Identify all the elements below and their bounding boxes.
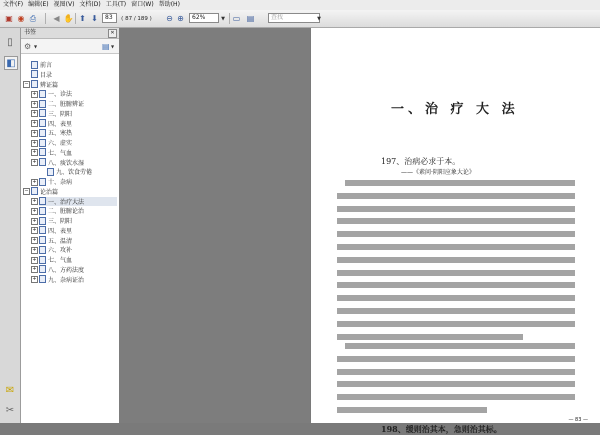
bookmark-label: 论治篇 bbox=[40, 188, 59, 196]
item-heading: 198、缓则治其本，急则治其标。 bbox=[381, 424, 502, 434]
bookmark-label: 六、虚实 bbox=[48, 140, 73, 147]
bookmarks-icon[interactable]: ◧ bbox=[4, 56, 18, 70]
bookmark-label: 七、气血 bbox=[48, 149, 73, 157]
expand-icon[interactable]: + bbox=[32, 207, 37, 214]
panel-header bbox=[21, 28, 119, 39]
text-line bbox=[337, 231, 575, 237]
bookmark-label: 一、诊法 bbox=[48, 91, 73, 99]
pdf-create-icon[interactable]: ◉ bbox=[17, 14, 25, 23]
text-line bbox=[337, 308, 575, 314]
text-line bbox=[337, 206, 575, 212]
expand-icon[interactable]: + bbox=[32, 149, 37, 156]
back-icon[interactable]: ◀ bbox=[53, 14, 60, 23]
bookmark-item[interactable] bbox=[39, 275, 117, 284]
page-number-input[interactable]: 83 bbox=[102, 13, 117, 23]
text-line bbox=[337, 282, 575, 288]
bookmark-label: 一、治疗大法 bbox=[48, 198, 85, 206]
bookmark-icon bbox=[39, 265, 46, 273]
bookmark-label: 四、表里 bbox=[48, 120, 73, 128]
print-icon[interactable]: ⎙ bbox=[29, 13, 37, 23]
text-line bbox=[337, 369, 575, 375]
menu-document[interactable]: 文档(D) bbox=[79, 1, 101, 8]
chapter-title: 一、治 疗 大 法 bbox=[391, 102, 519, 117]
bookmark-item[interactable] bbox=[31, 187, 117, 196]
expand-icon[interactable]: + bbox=[32, 178, 37, 185]
bookmark-icon bbox=[39, 158, 46, 166]
menu-tools[interactable]: 工具(T) bbox=[105, 1, 127, 8]
bookmark-label: 四、表里 bbox=[48, 227, 73, 235]
bookmark-label: 三、阴阳 bbox=[48, 110, 73, 118]
bookmark-icon bbox=[39, 256, 46, 264]
bookmark-item[interactable] bbox=[39, 236, 117, 245]
bookmark-icon bbox=[39, 246, 46, 254]
text-line bbox=[337, 295, 575, 301]
bookmark-label: 目录 bbox=[40, 71, 53, 79]
pages-icon[interactable]: ▯ bbox=[7, 36, 13, 48]
bookmarks-panel bbox=[21, 28, 120, 423]
bookmark-label: 前言 bbox=[40, 62, 53, 69]
bookmark-label: 七、气血 bbox=[48, 257, 73, 264]
expand-icon[interactable]: + bbox=[32, 256, 37, 263]
collapse-icon[interactable]: − bbox=[24, 81, 29, 87]
new-bookmark-icon[interactable]: ▤ bbox=[102, 42, 110, 51]
expand-icon[interactable]: + bbox=[32, 120, 37, 126]
expand-icon[interactable]: + bbox=[32, 159, 37, 165]
bookmark-label: 六、攻补 bbox=[48, 247, 73, 255]
comments-icon[interactable]: ✉ bbox=[5, 384, 15, 396]
expand-icon[interactable]: + bbox=[32, 237, 37, 243]
search-input[interactable]: 查找 bbox=[268, 13, 320, 23]
attachments-icon[interactable]: ✂ bbox=[5, 404, 15, 416]
document-background bbox=[119, 28, 310, 423]
item-heading: 197、治病必求于本。 bbox=[381, 157, 461, 166]
bookmark-icon bbox=[39, 139, 46, 147]
bookmark-label: 辨证篇 bbox=[40, 81, 59, 89]
menu-file[interactable]: 文件(F) bbox=[3, 1, 24, 8]
chevron-down-icon[interactable]: ▼ bbox=[317, 15, 321, 22]
bookmark-item[interactable] bbox=[39, 226, 117, 235]
page-count: ( 87 / 189 ) bbox=[121, 15, 152, 22]
text-line bbox=[337, 334, 523, 340]
bookmark-label: 十、杂病 bbox=[48, 179, 73, 186]
bookmark-icon bbox=[39, 178, 46, 186]
open-folder-icon[interactable]: ▣ bbox=[5, 14, 13, 23]
text-line bbox=[337, 381, 575, 387]
text-line bbox=[345, 180, 575, 186]
expand-icon[interactable]: + bbox=[32, 110, 37, 117]
item-source: ——《素问·阴阳应象大论》 bbox=[401, 169, 475, 176]
expand-icon[interactable]: + bbox=[32, 90, 37, 97]
bookmark-icon bbox=[39, 236, 46, 244]
bookmark-icon bbox=[39, 90, 46, 98]
fit-width-icon[interactable]: ▤ bbox=[246, 14, 255, 23]
text-line bbox=[345, 343, 575, 349]
bookmark-icon bbox=[39, 275, 46, 283]
bookmark-icon bbox=[31, 70, 38, 78]
expand-icon[interactable]: + bbox=[32, 227, 37, 234]
navigation-pane-strip bbox=[0, 28, 21, 423]
bookmark-item[interactable] bbox=[39, 265, 117, 274]
menu-view[interactable]: 视图(V) bbox=[53, 1, 75, 8]
bookmark-item[interactable] bbox=[31, 60, 117, 69]
collapse-icon[interactable]: − bbox=[24, 188, 29, 195]
bookmark-item[interactable] bbox=[39, 216, 117, 225]
expand-icon[interactable]: + bbox=[32, 266, 37, 273]
menu-help[interactable]: 帮助(H) bbox=[158, 1, 180, 8]
expand-icon[interactable]: + bbox=[32, 276, 37, 282]
bookmark-item[interactable] bbox=[39, 177, 117, 186]
bookmark-label: 五、温清 bbox=[48, 237, 73, 245]
panel-toolbar bbox=[21, 39, 119, 54]
bookmark-icon bbox=[39, 207, 46, 215]
expand-icon[interactable]: + bbox=[32, 100, 37, 107]
separator bbox=[229, 13, 230, 24]
text-line bbox=[337, 193, 575, 199]
bookmark-icon bbox=[39, 197, 46, 205]
bookmark-item[interactable] bbox=[39, 245, 117, 254]
bookmark-item[interactable] bbox=[39, 197, 117, 206]
bookmark-icon bbox=[39, 217, 46, 225]
previous-page-icon[interactable]: ⬆ bbox=[79, 14, 86, 23]
panel-title: 书签 bbox=[24, 29, 37, 36]
bookmark-icon bbox=[47, 168, 54, 176]
expand-icon[interactable]: + bbox=[32, 198, 37, 204]
separator bbox=[45, 13, 46, 24]
page-number: — 83 — bbox=[568, 417, 588, 423]
bookmark-icon bbox=[39, 129, 46, 137]
separator bbox=[75, 13, 76, 24]
bookmark-item[interactable] bbox=[39, 128, 117, 137]
chevron-down-icon[interactable]: ▼ bbox=[221, 15, 225, 22]
toolbar bbox=[0, 10, 600, 28]
bookmark-item[interactable] bbox=[39, 255, 117, 264]
hand-tool-icon[interactable]: ✋ bbox=[63, 14, 74, 23]
text-line bbox=[337, 394, 575, 400]
zoom-level-select[interactable]: 62% bbox=[189, 13, 219, 23]
options-icon[interactable]: ⚙ bbox=[24, 42, 32, 51]
bookmark-item[interactable] bbox=[39, 109, 117, 118]
chevron-down-icon[interactable]: ▼ bbox=[34, 44, 38, 49]
zoom-out-icon[interactable]: ⊖ bbox=[166, 14, 173, 23]
bookmark-item[interactable] bbox=[39, 119, 117, 128]
bookmark-item[interactable] bbox=[39, 148, 117, 157]
expand-icon[interactable]: + bbox=[32, 217, 37, 224]
bookmark-item[interactable] bbox=[39, 138, 117, 147]
bookmark-label: 二、脏腑辨证 bbox=[48, 101, 85, 108]
bookmark-label: 五、寒热 bbox=[48, 130, 73, 138]
bookmark-item[interactable] bbox=[39, 158, 117, 167]
zoom-in-icon[interactable]: ⊕ bbox=[177, 14, 184, 23]
document-page bbox=[311, 28, 600, 434]
bookmark-icon bbox=[31, 61, 38, 69]
bookmark-item[interactable] bbox=[39, 89, 117, 98]
bookmark-icon bbox=[39, 226, 46, 234]
text-line bbox=[337, 321, 575, 327]
text-line bbox=[337, 244, 575, 250]
menu-window[interactable]: 窗口(W) bbox=[131, 1, 154, 8]
bookmark-icon bbox=[39, 109, 46, 117]
bookmark-label: 九、饮食劳倦 bbox=[56, 169, 93, 177]
bookmark-label: 九、杂病证治 bbox=[48, 276, 85, 284]
menu-edit[interactable]: 编辑(E) bbox=[28, 1, 49, 8]
bookmark-icon bbox=[39, 100, 46, 108]
text-line bbox=[337, 407, 487, 413]
next-page-icon[interactable]: ⬇ bbox=[91, 14, 98, 23]
expand-icon[interactable]: + bbox=[32, 139, 37, 146]
bookmark-item[interactable] bbox=[31, 70, 117, 79]
bookmark-icon bbox=[39, 119, 46, 127]
expand-icon[interactable]: + bbox=[32, 246, 37, 253]
bookmark-icon bbox=[39, 148, 46, 156]
fit-page-icon[interactable]: ▭ bbox=[232, 14, 241, 23]
bookmark-item[interactable] bbox=[39, 206, 117, 215]
bookmark-label: 二、脏腑论治 bbox=[48, 208, 85, 216]
bookmark-item[interactable] bbox=[47, 167, 117, 176]
close-icon[interactable]: ✕ bbox=[108, 29, 117, 38]
bookmark-label: 三、阴阳 bbox=[48, 218, 73, 225]
text-line bbox=[337, 356, 575, 362]
chevron-down-icon[interactable]: ▼ bbox=[111, 44, 115, 49]
text-line bbox=[337, 218, 575, 224]
text-line bbox=[337, 257, 575, 263]
bookmark-item[interactable] bbox=[31, 80, 117, 89]
bookmark-label: 八、痰饮水湿 bbox=[48, 159, 85, 167]
bookmark-label: 八、方药法度 bbox=[48, 266, 85, 274]
text-line bbox=[337, 270, 575, 276]
bookmark-icon bbox=[31, 187, 38, 195]
bookmark-item[interactable] bbox=[39, 99, 117, 108]
bookmark-icon bbox=[31, 80, 38, 88]
expand-icon[interactable]: + bbox=[32, 129, 37, 136]
